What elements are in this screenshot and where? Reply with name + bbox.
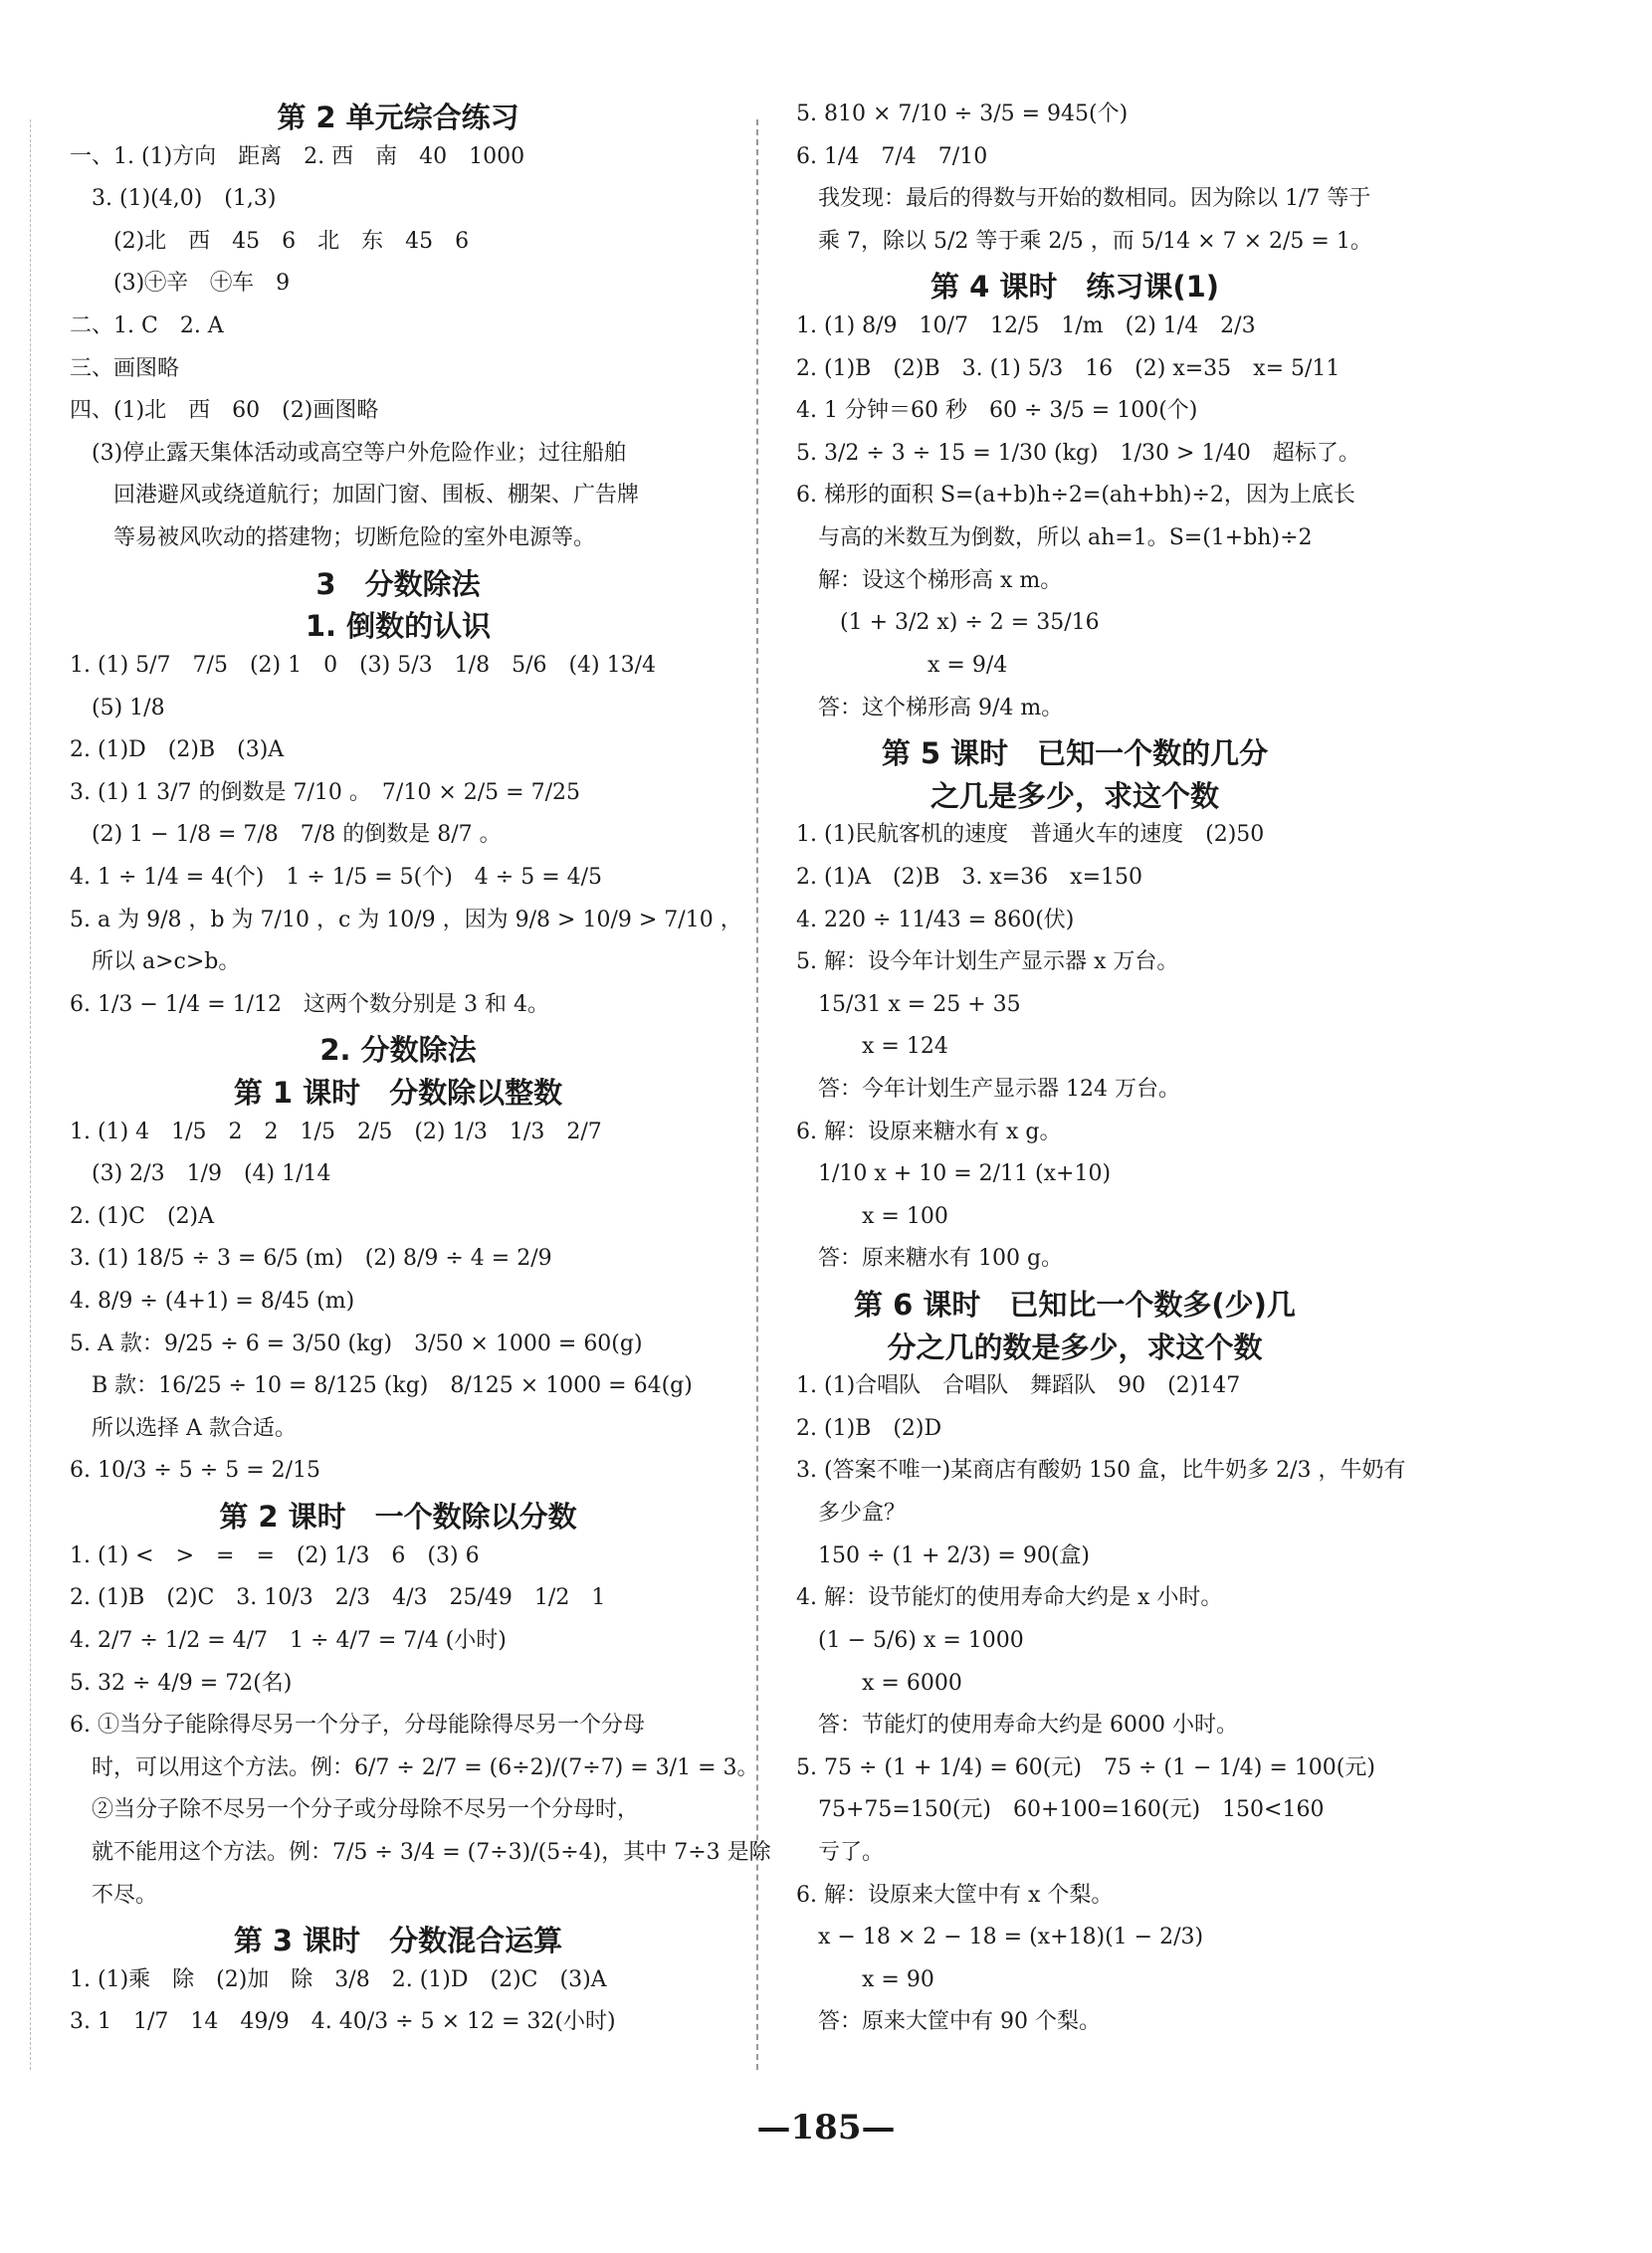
answer-line: 4. 8/9 ÷ (4+1) = 8/45 (m): [70, 1289, 355, 1314]
answer-line: 6. 解：设原来糖水有 x g。: [796, 1120, 1062, 1144]
answer-line: (3)㊉辛 ㊉车 9: [70, 271, 291, 296]
answer-line: 多少盒？: [796, 1501, 907, 1526]
answer-line: 回港避风或绕道航行；加固门窗、围板、棚架、广告牌: [70, 483, 640, 508]
answer-line: 2. (1)B (2)C 3. 10/3 2/3 4/3 25/49 1/2 1: [70, 1585, 606, 1610]
answer-line: 四、(1)北 西 60 (2)画图略: [70, 398, 379, 423]
answer-line: 3. (1) 1 3/7 的倒数是 7/10 。 7/10 × 2/5 = 7/25: [70, 780, 580, 805]
section-heading: 第 5 课时 已知一个数的几分: [881, 736, 1269, 770]
answer-line: 2. (1)D (2)B (3)A: [70, 737, 285, 762]
margin-rule: [30, 119, 31, 2070]
answer-line: 二、1. C 2. A: [70, 313, 224, 338]
answer-line: 5. 810 × 7/10 ÷ 3/5 = 945(个): [796, 102, 1129, 126]
answer-line: 15/31 x = 25 + 35: [796, 992, 1021, 1017]
answer-line: 三、画图略: [70, 356, 180, 381]
page-number: —185—: [756, 2108, 896, 2148]
answer-line: (1 − 5/6) x = 1000: [796, 1628, 1024, 1653]
answer-line: 时，可以用这个方法。例：6/7 ÷ 2/7 = (6÷2)/(7÷7) = 3/1 = 3。: [70, 1755, 759, 1780]
answer-line: 1. (1) < > = = (2) 1/3 6 (3) 6: [70, 1543, 480, 1568]
answer-line: 答：今年计划生产显示器 124 万台。: [796, 1077, 1180, 1102]
answer-line: 6. 梯形的面积 S=(a+b)h÷2=(ah+bh)÷2，因为上底长: [796, 483, 1355, 508]
answer-line: 5. a 为 9/8 ，b 为 7/10 ，c 为 10/9 ，因为 9/8 > 10/9 > 7/10 ，: [70, 908, 742, 932]
answer-line: 不尽。: [70, 1883, 158, 1908]
answer-line: 6. 1/4 7/4 7/10: [796, 144, 988, 169]
answer-line: 等易被风吹动的搭建物；切断危险的室外电源等。: [70, 525, 596, 550]
answer-line: 6. 10/3 ÷ 5 ÷ 5 = 2/15: [70, 1458, 321, 1483]
answer-line: 75+75=150(元) 60+100=160(元) 150<160: [796, 1797, 1325, 1822]
answer-line: 1/10 x + 10 = 2/11 (x+10): [796, 1161, 1112, 1186]
answer-line: (1 + 3/2 x) ÷ 2 = 35/16: [796, 610, 1100, 635]
answer-line: 5. 75 ÷ (1 + 1/4) = 60(元) 75 ÷ (1 − 1/4) = 100(元): [796, 1755, 1375, 1780]
answer-line: 与高的米数互为倒数，所以 ah=1。S=(1+bh)÷2: [796, 525, 1313, 550]
answer-line: 所以选择 A 款合适。: [70, 1416, 297, 1441]
answer-line: 4. 解：设节能灯的使用寿命大约是 x 小时。: [796, 1585, 1223, 1610]
answer-line: 6. 1/3 − 1/4 = 1/12 这两个数分别是 3 和 4。: [70, 992, 550, 1017]
answer-line: 4. 2/7 ÷ 1/2 = 4/7 1 ÷ 4/7 = 7/4 (小时): [70, 1628, 507, 1653]
answer-line: 5. A 款：9/25 ÷ 6 = 3/50 (kg) 3/50 × 1000 = 60(g): [70, 1331, 643, 1356]
section-heading: 第 6 课时 已知比一个数多(少)几: [854, 1288, 1296, 1322]
section-heading: 3 分数除法: [315, 567, 481, 601]
answer-line: 5. 3/2 ÷ 3 ÷ 15 = 1/30 (kg) 1/30 > 1/40 超标了。: [796, 441, 1360, 466]
answer-line: 解：设这个梯形高 x m。: [796, 568, 1063, 593]
answer-line: 乘 7，除以 5/2 等于乘 2/5 ，而 5/14 × 7 × 2/5 = 1。: [796, 229, 1372, 254]
answer-line: 2. (1)C (2)A: [70, 1204, 215, 1229]
answer-line: 答：原来糖水有 100 g。: [796, 1246, 1064, 1271]
section-heading: 1. 倒数的认识: [305, 609, 492, 643]
answer-line: 6. 解：设原来大筐中有 x 个梨。: [796, 1883, 1114, 1908]
answer-line: 4. 1 分钟＝60 秒 60 ÷ 3/5 = 100(个): [796, 398, 1198, 423]
section-heading: 第 4 课时 练习课(1): [929, 270, 1220, 304]
answer-line: (3)停止露天集体活动或高空等户外危险作业；过往船舶: [70, 441, 627, 466]
answer-line: 答：这个梯形高 9/4 m。: [796, 696, 1064, 720]
section-heading: 2. 分数除法: [319, 1033, 477, 1067]
answer-line: 5. 解：设今年计划生产显示器 x 万台。: [796, 949, 1179, 974]
answer-line: 3. 1 1/7 14 49/9 4. 40/3 ÷ 5 × 12 = 32(小时): [70, 2009, 616, 2034]
answer-line: x = 100: [796, 1204, 948, 1229]
answer-line: x = 90: [796, 1967, 934, 1992]
answer-line: 答：原来大筐中有 90 个梨。: [796, 2009, 1101, 2034]
section-heading: 之几是多少，求这个数: [929, 779, 1219, 813]
answer-line: 答：节能灯的使用寿命大约是 6000 小时。: [796, 1713, 1238, 1738]
section-heading: 第 2 单元综合练习: [277, 101, 519, 134]
answer-line: 4. 220 ÷ 11/43 = 860(伏): [796, 908, 1075, 932]
answer-line: B 款：16/25 ÷ 10 = 8/125 (kg) 8/125 × 1000 = 64(g): [70, 1373, 693, 1398]
answer-line: 所以 a>c>b。: [70, 949, 241, 974]
answer-line: 5. 32 ÷ 4/9 = 72(名): [70, 1671, 293, 1696]
answer-line: 2. (1)A (2)B 3. x=36 x=150: [796, 865, 1143, 890]
answer-line: x = 124: [796, 1034, 948, 1059]
answer-line: 亏了。: [796, 1840, 885, 1865]
answer-line: (5) 1/8: [70, 696, 165, 720]
answer-line: x − 18 × 2 − 18 = (x+18)(1 − 2/3): [796, 1925, 1204, 1949]
section-heading: 第 2 课时 一个数除以分数: [219, 1500, 577, 1534]
answer-line: x = 6000: [796, 1671, 962, 1696]
answer-line: x = 9/4: [796, 653, 1008, 678]
section-heading: 第 1 课时 分数除以整数: [233, 1076, 563, 1110]
answer-line: 我发现：最后的得数与开始的数相同。因为除以 1/7 等于: [796, 186, 1371, 211]
answer-line: 1. (1) 4 1/5 2 2 1/5 2/5 (2) 1/3 1/3 2/7: [70, 1120, 602, 1144]
answer-line: ②当分子除不尽另一个分子或分母除不尽另一个分母时，: [70, 1797, 640, 1822]
answer-line: 3. (1)(4,0) (1,3): [70, 186, 277, 211]
answer-line: 1. (1)合唱队 合唱队 舞蹈队 90 (2)147: [796, 1373, 1241, 1398]
answer-line: 6. ①当分子能除得尽另一个分子，分母能除得尽另一个分母: [70, 1713, 645, 1738]
answer-line: 150 ÷ (1 + 2/3) = 90(盒): [796, 1543, 1090, 1568]
answer-line: 3. (答案不唯一)某商店有酸奶 150 盒，比牛奶多 2/3 ，牛奶有: [796, 1458, 1406, 1483]
answer-line: 1. (1)民航客机的速度 普通火车的速度 (2)50: [796, 822, 1265, 847]
answer-line: 2. (1)B (2)D: [796, 1416, 942, 1441]
answer-line: 4. 1 ÷ 1/4 = 4(个) 1 ÷ 1/5 = 5(个) 4 ÷ 5 = 4/5: [70, 865, 603, 890]
answer-line: 2. (1)B (2)B 3. (1) 5/3 16 (2) x=35 x= 5/11: [796, 356, 1341, 381]
answer-line: 3. (1) 18/5 ÷ 3 = 6/5 (m) (2) 8/9 ÷ 4 = 2/9: [70, 1246, 552, 1271]
answer-line: (3) 2/3 1/9 (4) 1/14: [70, 1161, 331, 1186]
section-heading: 第 3 课时 分数混合运算: [233, 1924, 563, 1957]
section-heading: 分之几的数是多少，求这个数: [887, 1331, 1263, 1364]
answer-line: 1. (1) 5/7 7/5 (2) 1 0 (3) 5/3 1/8 5/6 (4) 13/4: [70, 653, 657, 678]
answer-line: 就不能用这个方法。例：7/5 ÷ 3/4 = (7÷3)/(5÷4)，其中 7÷3 是除: [70, 1840, 771, 1865]
answer-line: 一、1. (1)方向 距离 2. 西 南 40 1000: [70, 144, 525, 169]
answer-line: 1. (1) 8/9 10/7 12/5 1/m (2) 1/4 2/3: [796, 313, 1256, 338]
answer-line: (2) 1 − 1/8 = 7/8 7/8 的倒数是 8/7 。: [70, 822, 502, 847]
answer-line: 1. (1)乘 除 (2)加 除 3/8 2. (1)D (2)C (3)A: [70, 1967, 607, 1992]
answer-line: (2)北 西 45 6 北 东 45 6: [70, 229, 470, 254]
